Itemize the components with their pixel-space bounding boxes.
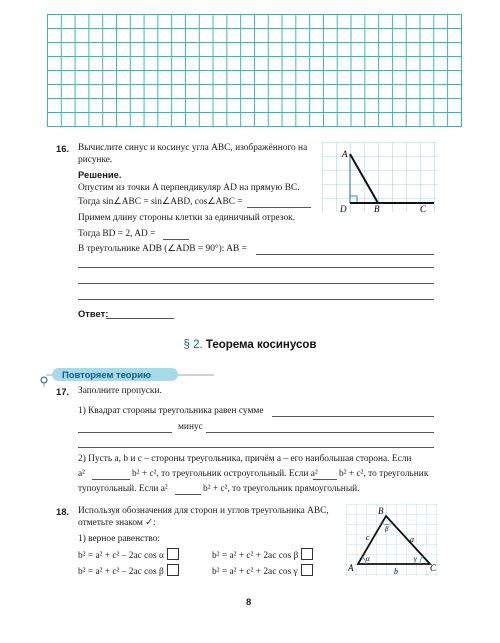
checkbox-eq-2[interactable]: [301, 548, 313, 560]
label-beta: β: [385, 525, 389, 533]
answer-label: Ответ:: [78, 308, 109, 319]
equation-option: [212, 564, 313, 578]
blank-s2-1[interactable]: [92, 479, 130, 480]
subtask-1-label: 1) верное равенство:: [78, 534, 161, 544]
writing-line[interactable]: [78, 299, 434, 300]
label-b: B: [374, 204, 380, 214]
theory-label: Повторяем теорию: [52, 368, 178, 381]
equation-4: b² = a² + c² + 2ac cos γ: [212, 567, 298, 577]
blank-s2-3[interactable]: [175, 494, 201, 495]
writing-line[interactable]: [78, 283, 434, 284]
solution-line-1: Опустим из точки A перпендикуляр AD на прямую BC.: [78, 183, 300, 193]
solution-line-5: В треугольнике ADB (∠ADB = 90°): AB =: [78, 244, 247, 254]
problem-16-text-line2: рисунке.: [78, 155, 113, 165]
label-a-vertex: A: [348, 563, 354, 573]
problem-16-text-line1: Вычислите синус и косинус угла ABC, изображённого на: [78, 143, 308, 153]
label-gamma: γ: [414, 555, 417, 563]
problem-18-number: 18.: [56, 506, 70, 517]
label-side-b: b: [394, 567, 398, 576]
blank-s2-2[interactable]: [313, 479, 337, 480]
writing-line[interactable]: [78, 267, 434, 268]
statement-2-line2c: b² + c², то треугольник: [339, 469, 429, 479]
equation-1: b² = a² + c² – 2ac cos α: [78, 551, 164, 561]
solution-line-2: Тогда sin∠ABC = sin∠ABD, cos∠ABC =: [78, 197, 243, 207]
blank-cos-abc[interactable]: [247, 207, 311, 208]
answer-blank[interactable]: [106, 318, 174, 319]
statement-1-line1: 1) Квадрат стороны треугольника равен сумме: [78, 406, 264, 416]
equation-2: b² = a² + c² + 2ac cos β: [212, 551, 299, 561]
label-alpha: α: [366, 555, 370, 563]
blank-s1-b[interactable]: [206, 432, 434, 433]
section-title: Теорема косинусов: [205, 339, 317, 351]
statement-2-line1: 2) Пусть a, b и c – стороны треугольника, причём a – его наибольшая сторона. Если: [78, 454, 412, 464]
label-b-vertex: B: [378, 506, 384, 516]
equation-3: b² = a² + c² – 2ac cos β: [78, 567, 164, 577]
label-c: C: [420, 204, 427, 214]
statement-2-line3b: b² + c², то треугольник прямоугольный.: [203, 484, 360, 494]
blank-ab[interactable]: [256, 254, 434, 255]
writing-line[interactable]: [78, 447, 434, 448]
label-side-a: a: [410, 535, 414, 544]
label-c-vertex: C: [430, 563, 437, 573]
problem-18-text-line2: отметьте знаком ✓:: [78, 518, 156, 528]
blank-s1-a[interactable]: [78, 432, 172, 433]
blank-s1-sum[interactable]: [272, 416, 434, 417]
statement-2-line3a: тупоугольный. Если a²: [78, 484, 168, 494]
checkbox-eq-4[interactable]: [301, 564, 313, 576]
figure-grid: [346, 504, 438, 576]
statement-2-line2a: a²: [78, 469, 85, 479]
problem-18-text-line1: Используя обозначения для сторон и углов треугольника ABC,: [78, 506, 329, 516]
solution-line-3: Примем длину стороны клетки за единичный отрезок.: [78, 213, 296, 223]
answer-grid[interactable]: [47, 14, 462, 127]
label-side-c: c: [366, 533, 370, 542]
statement-2-line2b: b² + c², то треугольник остроугольный. Если a²: [132, 469, 318, 479]
solution-line-4: Тогда BD = 2, AD =: [78, 229, 156, 239]
equation-option: [212, 548, 313, 562]
checkbox-eq-1[interactable]: [167, 548, 179, 560]
equation-option: [78, 564, 179, 578]
equation-option: [78, 548, 179, 562]
blank-ad[interactable]: [163, 239, 189, 240]
checkbox-eq-3[interactable]: [167, 564, 179, 576]
figure-grid: [322, 142, 438, 212]
solution-label: Решение.: [78, 169, 122, 180]
label-a: A: [342, 149, 348, 159]
statement-1-minus: минус: [178, 422, 203, 432]
problem-17-text: Заполните пропуски.: [78, 386, 162, 396]
page-number: 8: [246, 596, 252, 607]
section-heading: [0, 339, 500, 351]
problem-16-number: 16.: [56, 143, 70, 154]
problem-17-number: 17.: [56, 386, 70, 397]
figure-triangle-abc-labeled: [346, 504, 438, 578]
figure-triangle-abc-grid: [322, 142, 438, 214]
label-d: D: [340, 204, 347, 214]
section-sign: § 2.: [183, 339, 203, 351]
